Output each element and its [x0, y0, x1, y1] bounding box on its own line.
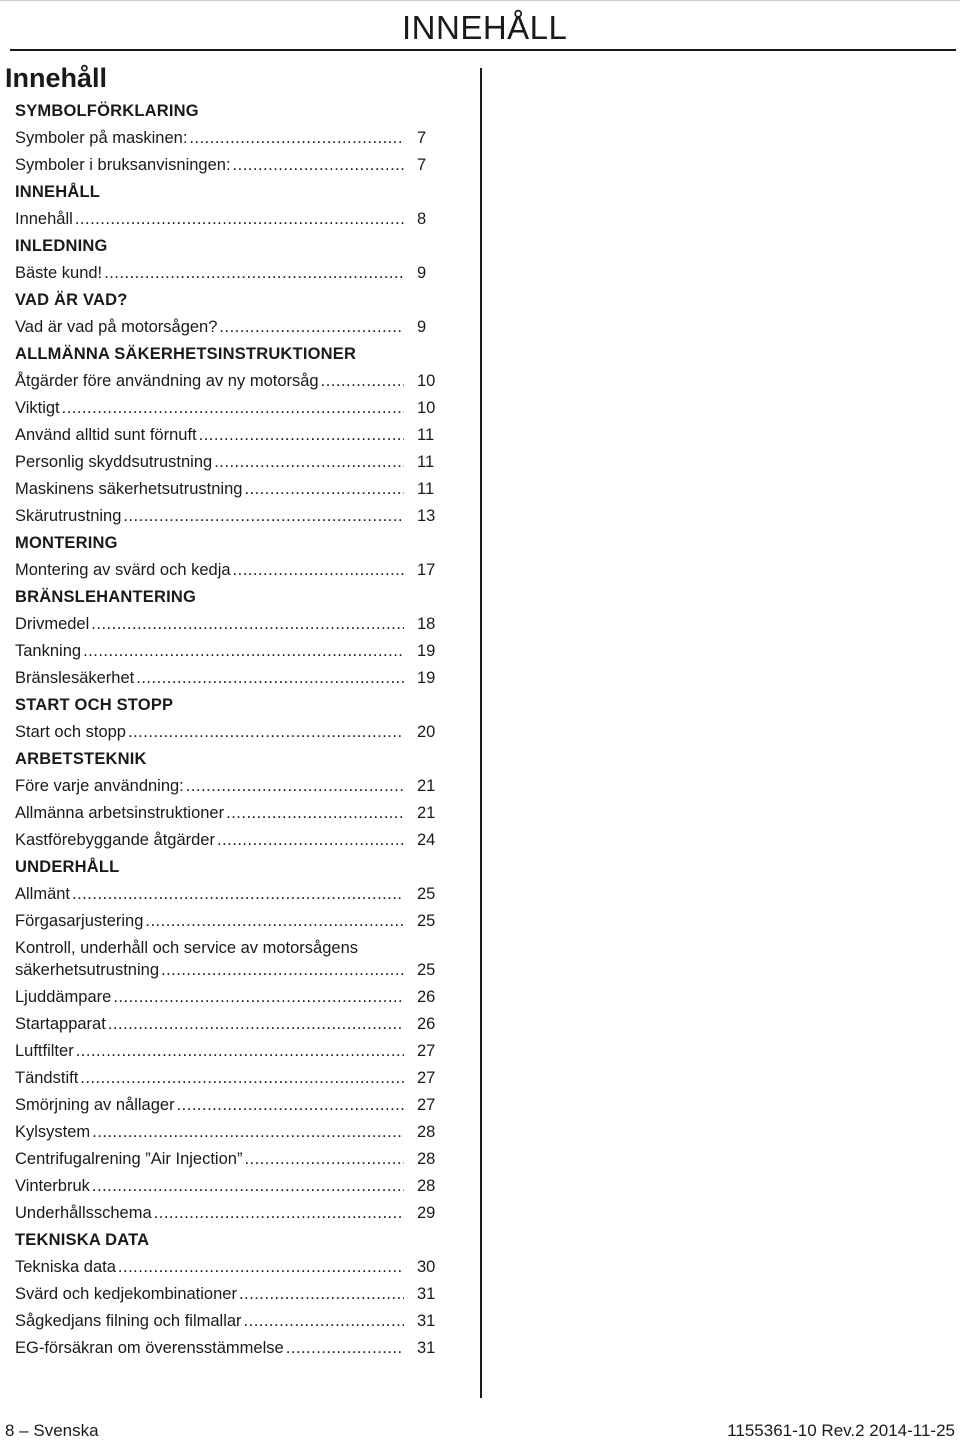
- toc-entry-page-number: 31: [417, 1339, 436, 1357]
- toc-entry-page-number: 20: [417, 723, 436, 741]
- toc-entry[interactable]: [15, 800, 451, 827]
- toc-entry-page-number: 11: [417, 426, 435, 444]
- toc-entry-page-number: 28: [417, 1150, 436, 1168]
- toc-entry[interactable]: [15, 557, 451, 584]
- toc-entry[interactable]: [15, 368, 451, 395]
- toc-entry-page-number: 27: [417, 1042, 436, 1060]
- toc-entry[interactable]: [15, 638, 451, 665]
- toc-entry-page-number: 26: [417, 988, 436, 1006]
- toc-entry[interactable]: [15, 827, 451, 854]
- dot-leader: [199, 422, 404, 449]
- toc-entry-text: Kastförebyggande åtgärder: [15, 831, 215, 849]
- toc-entry-page-number: 11: [417, 453, 435, 471]
- toc-entry[interactable]: [15, 422, 451, 449]
- toc-section-title: MONTERING: [15, 534, 118, 552]
- toc-entry-page-number: 19: [417, 669, 436, 687]
- dot-leader: [92, 1173, 404, 1200]
- toc-entry-text-continued: säkerhetsutrustning: [15, 961, 159, 979]
- toc-entry-page-number: 28: [417, 1123, 436, 1141]
- toc-entry-text: Skärutrustning: [15, 507, 122, 525]
- dot-leader: [136, 665, 404, 692]
- toc-entry[interactable]: [15, 395, 451, 422]
- dot-leader: [123, 503, 404, 530]
- toc-entry-page-number: 21: [417, 804, 436, 822]
- dot-leader: [128, 719, 404, 746]
- toc-entry-text: Personlig skyddsutrustning: [15, 453, 213, 471]
- toc-entry[interactable]: [15, 908, 451, 935]
- dot-leader: [233, 557, 404, 584]
- dot-leader: [75, 206, 404, 233]
- dot-leader: [118, 1254, 404, 1281]
- dot-leader: [91, 611, 404, 638]
- dot-leader: [83, 638, 404, 665]
- toc-entry[interactable]: [15, 260, 451, 287]
- dot-leader: [80, 1065, 404, 1092]
- header-rule: [10, 49, 956, 51]
- toc-entry-page-number: 8: [417, 210, 427, 228]
- toc-entry-page-number: 27: [417, 1069, 436, 1087]
- dot-leader: [217, 827, 404, 854]
- toc-entry-text: Allmänna arbetsinstruktioner: [15, 804, 225, 822]
- toc-entry-text: Allmänt: [15, 885, 71, 903]
- toc-entry-text: Innehåll: [15, 210, 73, 228]
- toc-entry[interactable]: [15, 206, 451, 233]
- toc-entry-text: Montering av svärd och kedja: [15, 561, 231, 579]
- toc-entry[interactable]: [15, 152, 451, 179]
- toc-entry-page-number: 25: [417, 912, 436, 930]
- toc-section-title: ALLMÄNNA SÄKERHETSINSTRUKTIONER: [15, 345, 357, 363]
- dot-leader: [226, 800, 404, 827]
- dot-leader: [244, 1146, 404, 1173]
- toc-entry[interactable]: [15, 1146, 451, 1173]
- toc-entry-page-number: 25: [417, 961, 436, 979]
- dot-leader: [92, 1119, 404, 1146]
- toc-entry-page-number: 30: [417, 1258, 436, 1276]
- toc-entry-text: Kontroll, underhåll och service av motorsågens: [15, 939, 359, 957]
- dot-leader: [286, 1335, 404, 1362]
- toc-entry[interactable]: [15, 1308, 451, 1335]
- footer-document-revision: 1155361-10 Rev.2 2014-11-25: [727, 1421, 955, 1440]
- toc-entry-text: Bäste kund!: [15, 264, 103, 282]
- toc-entry-page-number: 26: [417, 1015, 436, 1033]
- toc-entry-page-number: 31: [417, 1285, 436, 1303]
- toc-entry[interactable]: [15, 881, 451, 908]
- page-header-title: INNEHÅLL: [402, 9, 568, 46]
- toc-entry[interactable]: [15, 984, 451, 1011]
- toc-entry-text: Drivmedel: [15, 615, 90, 633]
- toc-section-title: UNDERHÅLL: [15, 858, 120, 876]
- toc-entry-page-number: 19: [417, 642, 436, 660]
- toc-entry-text: Start och stopp: [15, 723, 126, 741]
- toc-entry[interactable]: [15, 449, 451, 476]
- dot-leader: [244, 476, 404, 503]
- toc-entry-text: Ljuddämpare: [15, 988, 112, 1006]
- toc-entry[interactable]: [15, 611, 451, 638]
- toc-section-title: TEKNISKA DATA: [15, 1231, 150, 1249]
- toc-entry[interactable]: [15, 665, 451, 692]
- toc-entry-page-number: 31: [417, 1312, 436, 1330]
- toc-entry-text: Åtgärder före användning av ny motorsåg: [15, 372, 319, 390]
- toc-entry-page-number: 13: [417, 507, 436, 525]
- toc-entry[interactable]: [15, 1119, 451, 1146]
- dot-leader: [214, 449, 404, 476]
- toc-section-title: SYMBOLFÖRKLARING: [15, 102, 199, 120]
- toc-entry-text: Förgasarjustering: [15, 912, 144, 930]
- toc-entry-text: Smörjning av nållager: [15, 1096, 175, 1114]
- toc-section-title: ARBETSTEKNIK: [15, 750, 147, 768]
- toc-entry-text: Använd alltid sunt förnuft: [15, 426, 197, 444]
- toc-entry-text: Tekniska data: [15, 1258, 116, 1276]
- toc-entry-text: Viktigt: [15, 399, 60, 417]
- toc-entry-text: Före varje användning:: [15, 777, 184, 795]
- toc-entry[interactable]: [15, 1173, 451, 1200]
- toc-entry[interactable]: [15, 719, 451, 746]
- toc-entry-text: Bränslesäkerhet: [15, 669, 135, 687]
- dot-leader: [76, 1038, 404, 1065]
- toc-entry-page-number: 10: [417, 372, 436, 390]
- toc-entry-text: Symboler på maskinen:: [15, 129, 188, 147]
- dot-leader: [72, 881, 404, 908]
- dot-leader: [145, 908, 404, 935]
- toc-entry-page-number: 10: [417, 399, 436, 417]
- toc-entry-text: Vad är vad på motorsågen?: [15, 318, 218, 336]
- table-of-contents: [15, 98, 451, 1362]
- toc-entry-text: Centrifugalrening ”Air Injection”: [15, 1150, 243, 1168]
- dot-leader: [186, 773, 404, 800]
- toc-section-title: INNEHÅLL: [15, 183, 101, 201]
- toc-entry-page-number: 29: [417, 1204, 436, 1222]
- dot-leader: [244, 1308, 404, 1335]
- toc-entry-page-number: 25: [417, 885, 436, 903]
- toc-entry-text: Underhållsschema: [15, 1204, 152, 1222]
- toc-entry-page-number: 27: [417, 1096, 436, 1114]
- dot-leader: [219, 314, 404, 341]
- toc-entry-text: Tankning: [15, 642, 82, 660]
- dot-leader: [161, 959, 404, 981]
- dot-leader: [104, 260, 404, 287]
- toc-entry-text: Vinterbruk: [15, 1177, 90, 1195]
- toc-entry[interactable]: [15, 476, 451, 503]
- toc-entry-page-number: 7: [417, 129, 427, 147]
- toc-entry-page-number: 7: [417, 156, 427, 174]
- toc-entry[interactable]: [15, 1281, 451, 1308]
- toc-entry-text: Sågkedjans filning och filmallar: [15, 1312, 242, 1330]
- toc-entry-text: Symboler i bruksanvisningen:: [15, 156, 231, 174]
- toc-entry-text: Maskinens säkerhetsutrustning: [15, 480, 243, 498]
- dot-leader: [189, 125, 404, 152]
- toc-entry[interactable]: [15, 1200, 451, 1227]
- toc-entry[interactable]: [15, 314, 451, 341]
- top-border: [0, 0, 960, 1]
- toc-entry[interactable]: [15, 1065, 451, 1092]
- toc-entry[interactable]: [15, 1335, 451, 1362]
- toc-entry[interactable]: [15, 773, 451, 800]
- toc-entry-text: Startapparat: [15, 1015, 106, 1033]
- toc-entry-page-number: 21: [417, 777, 436, 795]
- dot-leader: [239, 1281, 404, 1308]
- toc-section-title: BRÄNSLEHANTERING: [15, 588, 197, 606]
- toc-entry[interactable]: [15, 1038, 451, 1065]
- dot-leader: [177, 1092, 404, 1119]
- dot-leader: [62, 395, 404, 422]
- toc-entry-text: EG-försäkran om överensstämmelse: [15, 1339, 284, 1357]
- dot-leader: [233, 152, 404, 179]
- toc-entry-page-number: 24: [417, 831, 436, 849]
- dot-leader: [154, 1200, 404, 1227]
- toc-section-title: START OCH STOPP: [15, 696, 174, 714]
- toc-entry[interactable]: [15, 1011, 451, 1038]
- toc-entry-page-number: 11: [417, 480, 435, 498]
- toc-entry[interactable]: [15, 935, 451, 984]
- toc-entry-page-number: 9: [417, 318, 427, 336]
- toc-entry[interactable]: [15, 503, 451, 530]
- toc-entry-text: Svärd och kedjekombinationer: [15, 1285, 237, 1303]
- toc-entry-text: Luftfilter: [15, 1042, 74, 1060]
- toc-entry[interactable]: [15, 125, 451, 152]
- toc-entry-text: Tändstift: [15, 1069, 79, 1087]
- footer-page-language: 8 – Svenska: [5, 1421, 99, 1440]
- dot-leader: [321, 368, 404, 395]
- toc-entry-page-number: 9: [417, 264, 427, 282]
- toc-entry-page-number: 28: [417, 1177, 436, 1195]
- toc-section-title: INLEDNING: [15, 237, 108, 255]
- dot-leader: [108, 1011, 404, 1038]
- dot-leader: [113, 984, 404, 1011]
- toc-entry-text: Kylsystem: [15, 1123, 91, 1141]
- toc-heading: Innehåll: [5, 63, 108, 93]
- toc-entry-page-number: 17: [417, 561, 436, 579]
- toc-entry[interactable]: [15, 1254, 451, 1281]
- toc-section-title: VAD ÄR VAD?: [15, 291, 128, 309]
- toc-entry-page-number: 18: [417, 615, 436, 633]
- column-divider: [480, 68, 482, 1398]
- toc-entry[interactable]: [15, 1092, 451, 1119]
